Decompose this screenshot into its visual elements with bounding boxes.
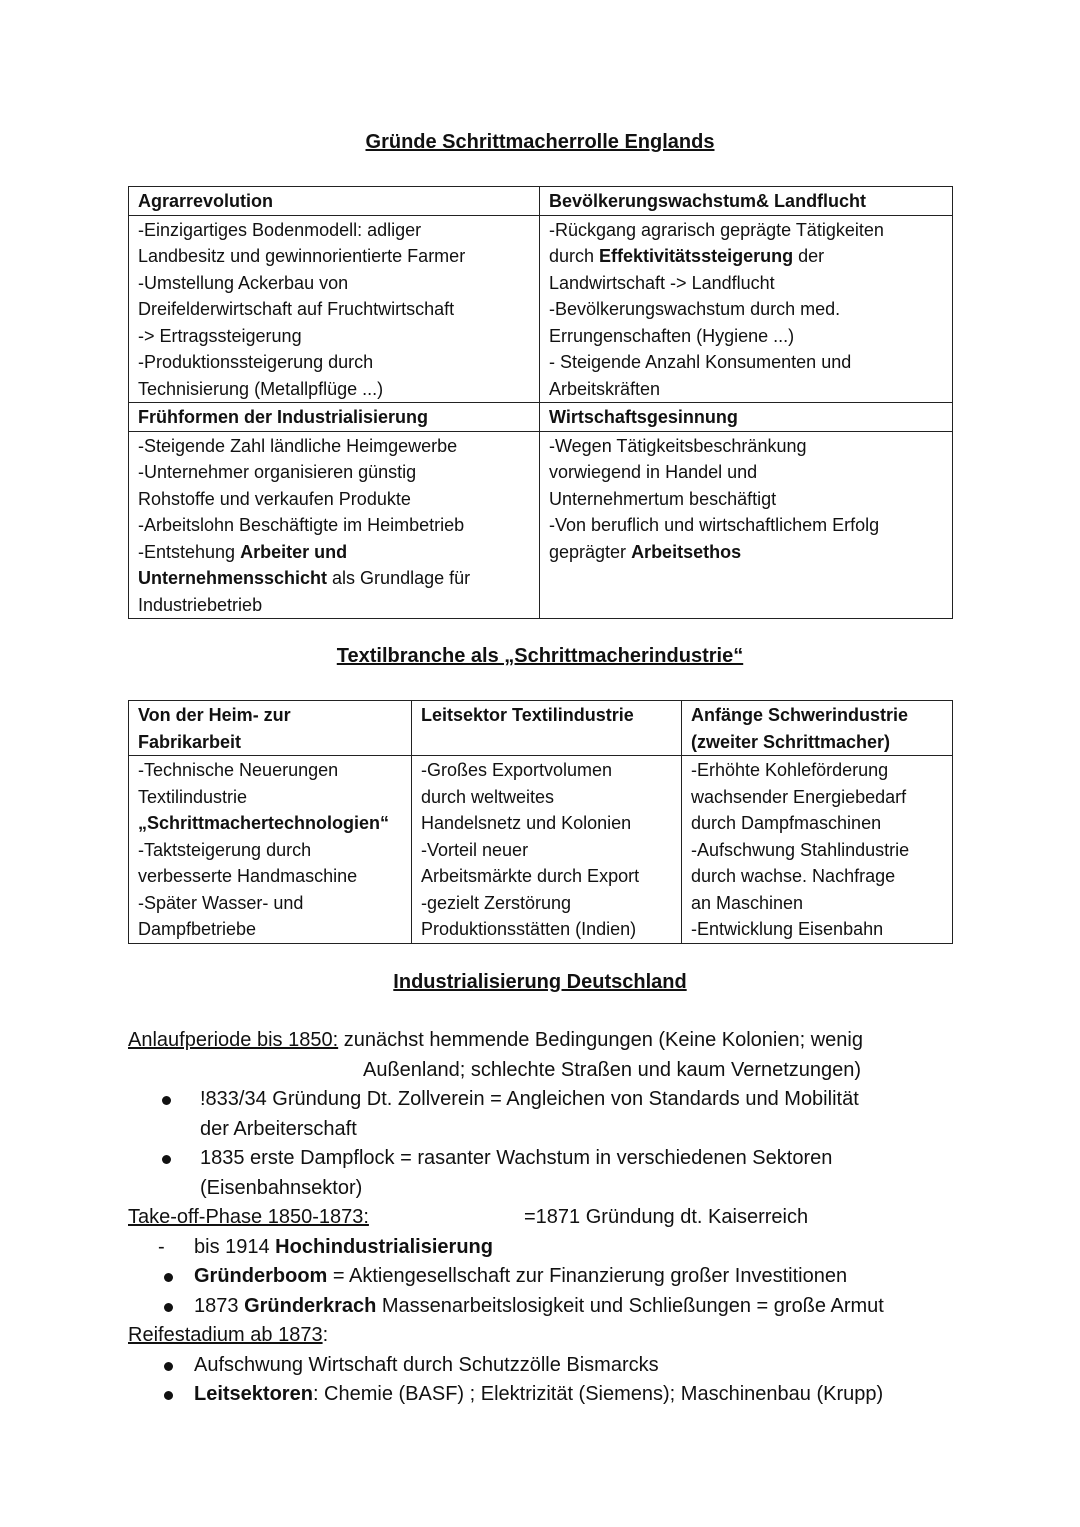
- takeoff-note: =1871 Gründung dt. Kaiserreich: [524, 1206, 809, 1228]
- text-line: -> Ertragssteigerung: [138, 325, 302, 346]
- list-item: [128, 1085, 958, 1144]
- text-line: -gezielt Zerstörung: [421, 892, 572, 913]
- bold-term: Gründerboom: [194, 1265, 328, 1287]
- text-line: verbesserte Handmaschine: [138, 866, 358, 886]
- text-line: Fabrikarbeit: [138, 731, 242, 752]
- period-label-reife: Reifestadium ab 1873: [128, 1324, 323, 1346]
- list-item: [128, 1262, 958, 1292]
- text-line: [138, 539, 531, 566]
- anlauf-line: [128, 1026, 958, 1056]
- table-textile: [128, 700, 953, 944]
- text-line: Arbeitskräften: [549, 378, 661, 399]
- text-line: Technisierung (Metallpflüge ...): [138, 378, 384, 399]
- text-line: -Unternehmer organisieren günstig: [138, 462, 417, 482]
- cell-wirt-title: Wirtschaftsgesinnung: [540, 403, 953, 432]
- list-item: [128, 1233, 958, 1263]
- text-line: durch wachse. Nachfrage: [691, 866, 896, 886]
- text-line: vorwiegend in Handel und: [549, 462, 758, 482]
- text-line: Textilindustrie: [138, 786, 248, 807]
- text-line: -Von beruflich und wirtschaftlichem Erfolg: [549, 515, 880, 535]
- text-line: [549, 243, 944, 270]
- cell-frueh-body: [129, 431, 540, 619]
- bullet-icon: [162, 1096, 171, 1105]
- text-line: durch Dampfmaschinen: [691, 813, 882, 833]
- text-run: der: [793, 246, 825, 266]
- period-label-anlauf: Anlaufperiode bis 1850:: [128, 1029, 339, 1051]
- bold-term: Arbeiter und: [240, 541, 348, 562]
- text-line: Landbesitz und gewinnorientierte Farmer: [138, 246, 466, 266]
- takeoff-line: [128, 1203, 958, 1233]
- table-england-reasons: [128, 186, 953, 619]
- text-line: Produktionsstätten (Indien): [421, 919, 637, 939]
- text-line: -Taktsteigerung durch: [138, 839, 312, 860]
- text-line: -Umstellung Ackerbau von: [138, 272, 349, 293]
- cell-bev-body: [540, 215, 953, 403]
- bullet-icon: [164, 1273, 173, 1282]
- text-line: Industriebetrieb: [138, 594, 263, 615]
- text-line: Unternehmertum beschäftigt: [549, 488, 777, 509]
- text-line: -Bevölkerungswachstum durch med.: [549, 299, 841, 319]
- text-line: -Erhöhte Kohleförderung: [691, 760, 889, 780]
- text-run: -Entstehung: [138, 541, 241, 562]
- germany-section: [128, 1026, 958, 1410]
- text-line: Dreifelderwirtschaft auf Fruchtwirtschaft: [138, 299, 455, 319]
- cell-heim-body: [129, 756, 412, 944]
- text-line: Arbeitsmärkte durch Export: [421, 866, 640, 886]
- cell-schwer-title: [682, 701, 953, 756]
- text-line: -Steigende Zahl ländliche Heimgewerbe: [138, 435, 458, 456]
- text-run: 1873: [194, 1294, 245, 1317]
- list-item: [128, 1380, 958, 1410]
- list-item: [128, 1144, 958, 1203]
- bold-term: Arbeitsethos: [631, 541, 742, 562]
- cell-agrar-title: Agrarrevolution: [129, 187, 540, 216]
- text-line: -Einzigartiges Bodenmodell: adliger: [138, 219, 422, 240]
- cell-agrar-body: [129, 215, 540, 403]
- text-line: (Eisenbahnsektor): [200, 1176, 363, 1199]
- heading-england: Gründe Schrittmacherrolle Englands: [365, 131, 715, 153]
- bullet-icon: [162, 1155, 171, 1164]
- text-line: an Maschinen: [691, 892, 804, 913]
- text-line: Landwirtschaft -> Landflucht: [549, 272, 775, 293]
- text-run: zunächst hemmende Bedingungen (Keine Kolonien; wenig: [338, 1029, 863, 1051]
- anlauf-line-2: Außenland; schlechte Straßen und kaum Vernetzungen): [363, 1058, 862, 1081]
- text-run: durch: [549, 246, 600, 266]
- text-run: : Chemie (BASF) ; Elektrizität (Siemens); Maschinenbau (Krupp): [312, 1383, 884, 1405]
- bold-term: Hochindustrialisierung: [275, 1235, 493, 1258]
- text-line: Errungenschaften (Hygiene ...): [549, 325, 795, 346]
- text-line: [549, 539, 944, 566]
- cell-leitsektor-body: [412, 756, 682, 944]
- text-line: [138, 565, 531, 592]
- text-line: -Arbeitslohn Beschäftigte im Heimbetrieb: [138, 515, 465, 535]
- text-run: Aufschwung Wirtschaft durch Schutzzölle Bismarcks: [194, 1353, 659, 1376]
- text-line: Leitsektor Textilindustrie: [421, 705, 634, 725]
- text-line: -Wegen Tätigkeitsbeschränkung: [549, 435, 807, 456]
- text-line: -Rückgang agrarisch geprägte Tätigkeiten: [549, 219, 884, 240]
- text-run: geprägter: [549, 541, 632, 562]
- cell-wirt-body: [540, 431, 953, 619]
- cell-leitsektor-title: [412, 701, 682, 756]
- text-line: !833/34 Gründung Dt. Zollverein = Angleichen von Standards und Mobilität: [200, 1088, 859, 1110]
- text-line: -Entwicklung Eisenbahn: [691, 919, 884, 939]
- text-line: Dampfbetriebe: [138, 919, 257, 939]
- bullet-icon: [164, 1303, 173, 1312]
- period-label-takeoff: Take-off-Phase 1850-1873:: [128, 1206, 369, 1228]
- text-line: -Produktionssteigerung durch: [138, 352, 374, 372]
- text-line: Rohstoffe und verkaufen Produkte: [138, 488, 411, 509]
- text-run: = Aktiengesellschaft zur Finanzierung großer Investitionen: [327, 1265, 848, 1287]
- bullet-icon: [164, 1391, 173, 1400]
- text-line: der Arbeiterschaft: [200, 1117, 357, 1140]
- cell-heim-title: [129, 701, 412, 756]
- text-line: -Später Wasser- und: [138, 892, 304, 913]
- text-line: -Aufschwung Stahlindustrie: [691, 839, 910, 860]
- text-line: wachsender Energiebedarf: [691, 786, 907, 807]
- bold-term: „Schrittmachertechnologien“: [138, 813, 390, 833]
- text-run: :: [322, 1324, 329, 1346]
- text-line: 1835 erste Dampflock = rasanter Wachstum in verschiedenen Sektoren: [200, 1147, 833, 1169]
- cell-bev-title: Bevölkerungswachstum& Landflucht: [540, 187, 953, 216]
- text-run: bis 1914: [194, 1235, 276, 1258]
- bold-term: Effektivitätssteigerung: [599, 246, 794, 266]
- text-line: Handelsnetz und Kolonien: [421, 813, 632, 833]
- list-item: [128, 1351, 958, 1381]
- list-item: [128, 1292, 958, 1322]
- cell-schwer-body: [682, 756, 953, 944]
- text-run: als Grundlage für: [327, 568, 471, 588]
- reife-line: [128, 1321, 958, 1351]
- text-line: Von der Heim- zur: [138, 705, 291, 725]
- text-line: -Technische Neuerungen: [138, 760, 339, 780]
- text-line: -Großes Exportvolumen: [421, 760, 613, 780]
- text-line: -Vorteil neuer: [421, 839, 529, 860]
- bold-term: Leitsektoren: [194, 1383, 313, 1405]
- cell-frueh-title: Frühformen der Industrialisierung: [129, 403, 540, 432]
- text-line: durch weltweites: [421, 786, 555, 807]
- bold-term: Gründerkrach: [244, 1294, 377, 1317]
- text-line: (zweiter Schrittmacher): [691, 731, 891, 752]
- bullet-icon: [164, 1362, 173, 1371]
- text-line: - Steigende Anzahl Konsumenten und: [549, 352, 852, 372]
- bold-term: Unternehmensschicht: [138, 568, 328, 588]
- dash-marker: -: [158, 1235, 165, 1258]
- text-run: Massenarbeitslosigkeit und Schließungen = große Armut: [376, 1294, 884, 1317]
- heading-textile: Textilbranche als „Schrittmacherindustrie“: [336, 645, 744, 667]
- heading-germany: Industrialisierung Deutschland: [393, 971, 687, 993]
- text-line: Anfänge Schwerindustrie: [691, 705, 909, 725]
